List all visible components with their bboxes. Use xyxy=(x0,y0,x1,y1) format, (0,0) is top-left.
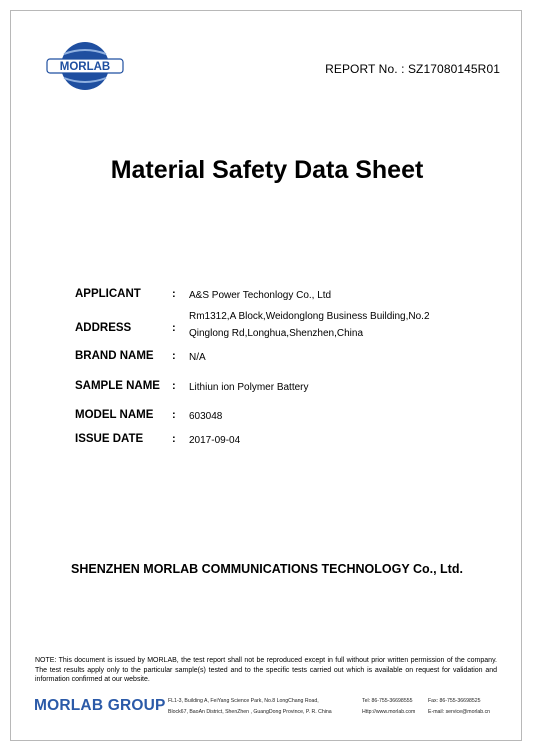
applicant-label: APPLICANT xyxy=(75,288,141,300)
document-title: Material Safety Data Sheet xyxy=(110,156,424,184)
footer-fax: Fax: 86-755-36698525 xyxy=(428,698,481,704)
brand-name-value: N/A xyxy=(189,352,206,363)
footer-website-link[interactable]: Http://www.morlab.com xyxy=(362,709,416,715)
colon: : xyxy=(172,322,176,334)
footer-tel: Tel: 86-755-36698555 xyxy=(362,698,413,704)
colon: : xyxy=(172,288,176,300)
applicant-value: A&S Power Techonlogy Co., Ltd xyxy=(189,290,332,301)
address-label: ADDRESS xyxy=(75,322,132,334)
sample-name-label: SAMPLE NAME xyxy=(75,380,160,392)
address-value-line1: Rm1312,A Block,Weidonglong Business Building,No.2 xyxy=(189,311,430,322)
colon: : xyxy=(172,409,176,421)
model-name-label: MODEL NAME xyxy=(75,409,154,421)
colon: : xyxy=(172,350,176,362)
issue-date-value: 2017-09-04 xyxy=(189,435,241,446)
report-number: REPORT No. : SZ17080145R01 xyxy=(325,62,500,76)
brand-name-label: BRAND NAME xyxy=(75,350,154,362)
logo-text: MORLAB xyxy=(59,61,111,73)
model-name-value: 603048 xyxy=(189,411,223,422)
footer-group-name: MORLAB GROUP xyxy=(34,697,166,714)
disclaimer-note: NOTE: This document is issued by MORLAB, the test report shall not be reproduced except in full without prior written permission of the company. The test results apply only to the particular sample(s) tested and to the specific tests carried out which is available on request for validation and information confirmed at our website. xyxy=(35,657,497,683)
morlab-logo xyxy=(44,40,126,92)
sample-name-value: Lithiun ion Polymer Battery xyxy=(189,382,309,393)
issue-date-label: ISSUE DATE xyxy=(75,433,144,445)
footer-address-line1: FL1-3, Building A, FeiYang Science Park, No.8 LongChang Road, xyxy=(168,698,319,704)
footer-address-line2: Block67, BaoAn District, ShenZhen , GuangDong Province, P. R. China xyxy=(168,709,332,715)
colon: : xyxy=(172,433,176,445)
company-name: SHENZHEN MORLAB COMMUNICATIONS TECHNOLOGY Co., Ltd. xyxy=(71,562,463,576)
footer-email-link[interactable]: E-mail: service@morlab.cn xyxy=(428,709,491,715)
page-border xyxy=(10,10,522,741)
address-value-line2: Qinglong Rd,Longhua,Shenzhen,China xyxy=(189,328,364,339)
colon: : xyxy=(172,380,176,392)
